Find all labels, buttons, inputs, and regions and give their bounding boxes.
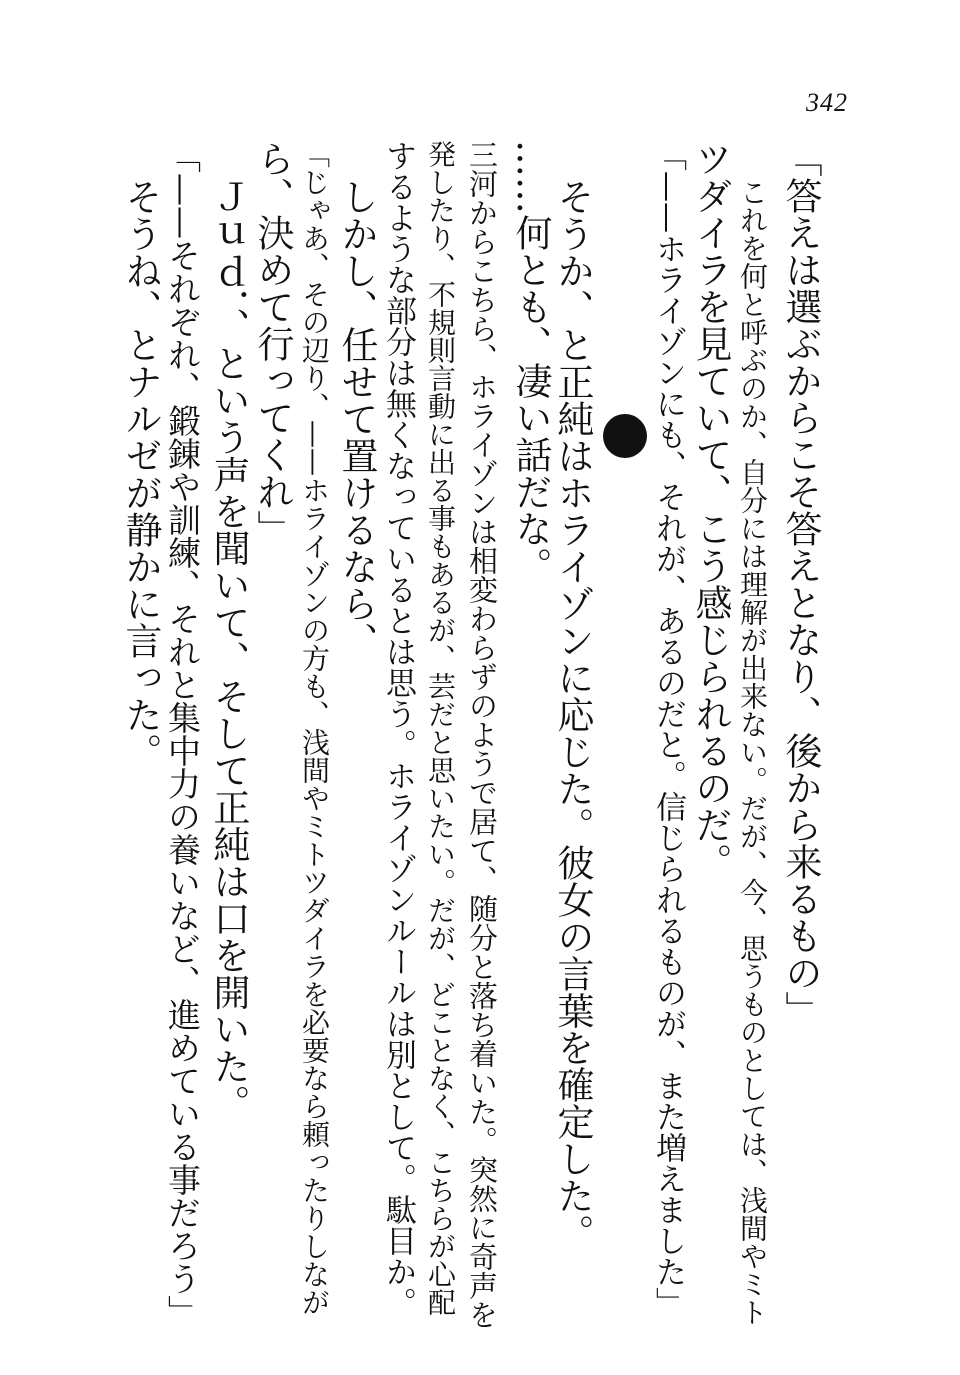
text-line: 「答えは選ぶからこそ答えとなり、後から来るもの」	[779, 140, 822, 1028]
text-line: 三河からこちら、ホライゾンは相変わらずのようで居て、随分と落ち着いた。突然に奇声を	[465, 140, 499, 1329]
page-number: 342	[806, 88, 848, 117]
text-line: 発したり、不規則言動に出る事もあるが、芸だと思いたい。だが、どことなく、こちらが心配	[424, 140, 457, 1316]
text-line: これを何と呼ぶのか、自分には理解が出来ない。だが、今、思うものとしては、浅間やミト	[736, 178, 769, 1326]
text-line: するような部分は無くなっているとは思う。ホライゾンルールは別として。駄目か。	[380, 140, 416, 1318]
text-line: しかし、任せて置けるなら、	[335, 178, 378, 659]
text-line: そうね、とナルゼが静かに言った。	[119, 178, 162, 770]
scene-break-mark	[603, 414, 647, 458]
text-line: ツダイラを見ていて、こう感じられるのだ。	[689, 140, 732, 880]
text-line: ……何とも、凄い話だな。	[509, 140, 552, 584]
text-line: 「——それぞれ、鍛錬や訓練、それと集中力の養いなど、進めている事だろう」	[163, 140, 202, 1328]
text-line: そうか、と正純はホライゾンに応じた。彼女の言葉を確定した。	[551, 178, 594, 1251]
text-line: Ｊｕｄ．、という声を聞いて、そして正純は口を開いた。	[207, 178, 250, 1122]
text-line: 「——ホライゾンにも、それが、あるのだと。信じられるものが、また増えました」	[650, 140, 686, 1318]
text-line: 「じゃあ、その辺り、——ホライゾンの方も、浅間やミトツダイラを必要なら頼ったりしなが	[298, 140, 331, 1316]
text-line: ら、決めて行ってくれ」	[251, 140, 294, 547]
